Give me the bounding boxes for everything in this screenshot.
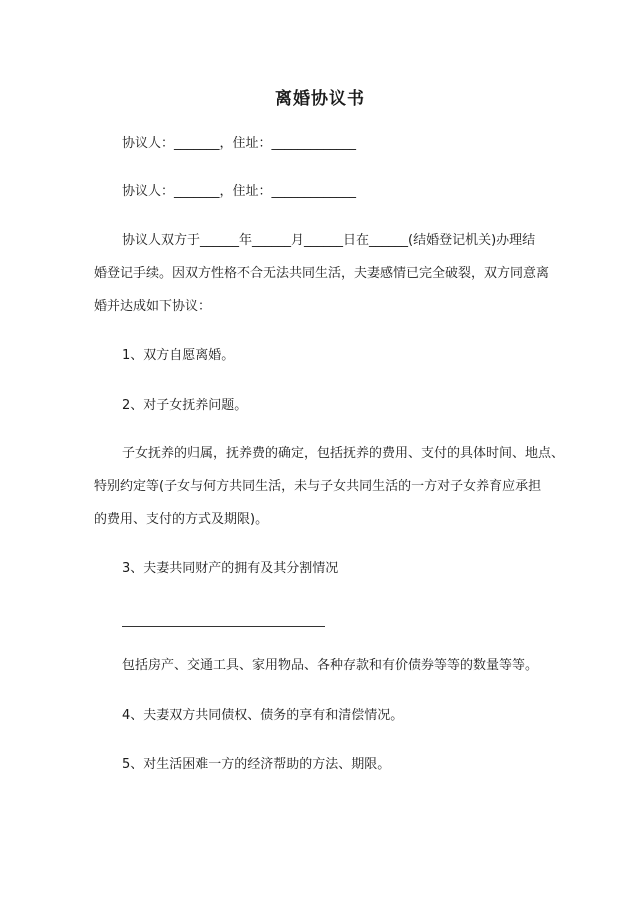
item-4: 4、夫妻双方共同债权、债务的享有和清偿情况。 bbox=[122, 708, 404, 723]
item-5: 5、对生活困难一方的经济帮助的方法、期限。 bbox=[122, 757, 391, 772]
intro-line-2: 婚登记手续。因双方性格不合无法共同生活，夫妻感情已完全破裂，双方同意离 bbox=[94, 266, 550, 281]
intro-line-1: 协议人双方于______年______月______日在______(结婚登记机关)办理结 bbox=[122, 233, 536, 248]
party-line-2: 协议人：_______，住址：_____________ bbox=[122, 184, 357, 199]
document-title: 离婚协议书 bbox=[275, 89, 365, 109]
item-3: 3、夫妻共同财产的拥有及其分割情况 bbox=[122, 561, 339, 576]
item-1: 1、双方自愿离婚。 bbox=[122, 348, 235, 363]
child-line-2: 特别约定等(子女与何方共同生活，未与子女共同生活的一方对子女养育应承担 bbox=[94, 479, 542, 494]
child-line-3: 的费用、支付的方式及期限)。 bbox=[94, 512, 269, 527]
property-note: 包括房产、交通工具、家用物品、各种存款和有价债券等等的数量等等。 bbox=[122, 658, 539, 673]
party-line-1: 协议人：_______，住址：_____________ bbox=[122, 136, 357, 151]
intro-line-3: 婚并达成如下协议： bbox=[94, 299, 212, 314]
fill-in-rule bbox=[122, 626, 325, 627]
child-line-1: 子女抚养的归属，抚养费的确定，包括抚养的费用、支付的具体时间、地点、 bbox=[122, 446, 565, 461]
item-2: 2、对子女抚养问题。 bbox=[122, 398, 248, 413]
